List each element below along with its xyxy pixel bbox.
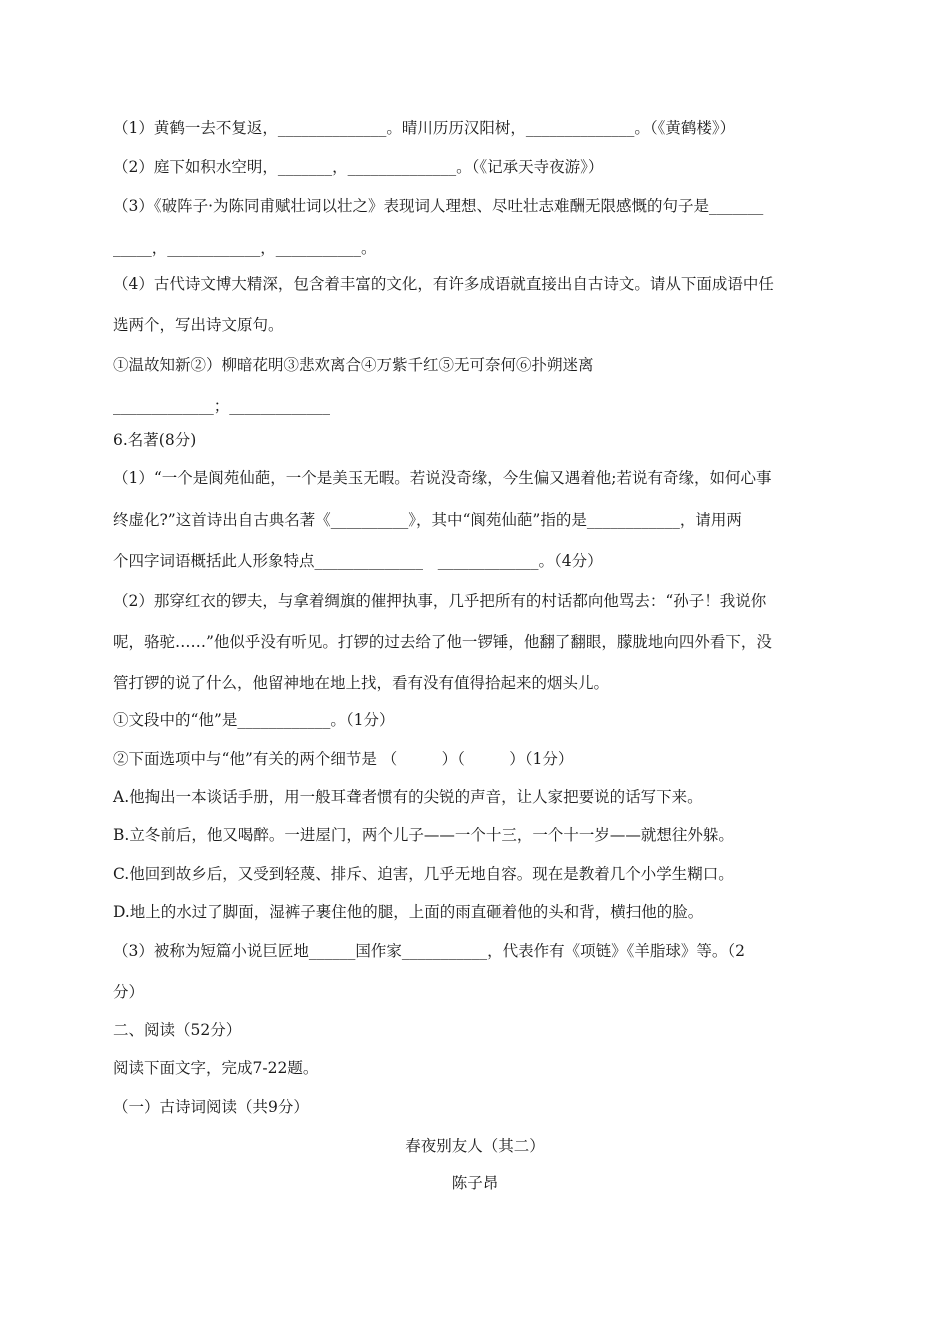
question-5-1: （1）黄鹤一去不复返，______________。晴川历历汉阳树，______________。（《黄鹤楼》） [113, 119, 736, 137]
question-6-1-cont2: 个四字词语概括此人形象特点______________ _____________。（4分） [113, 552, 603, 570]
sub-question-2: ②下面选项中与“他”有关的两个细节是 （ ）（ ）（1分） [113, 750, 574, 768]
question-6-2-cont2: 管打锣的说了什么，他留神地在地上找，看有没有值得拾起来的烟头儿。 [113, 674, 610, 692]
question-6-2: （2）那穿红衣的锣夫，与拿着绸旗的催押执事，几乎把所有的村话都向他骂去：“孙子！我说你 [113, 592, 767, 610]
question-6-2-cont: 呢，骆驼……”他似乎没有听见。打锣的过去给了他一锣锤，他翻了翻眼，朦胧地向四外看下，没 [113, 633, 772, 651]
question-5-4-cont: 选两个，写出诗文原句。 [113, 316, 284, 334]
option-a: A.他掏出一本谈话手册，用一般耳聋者惯有的尖锐的声音，让人家把要说的话写下来。 [113, 788, 703, 806]
question-6-1: （1）“一个是阆苑仙葩，一个是美玉无暇。若说没奇缘，今生偏又遇着他;若说有奇缘，如何心事 [113, 469, 772, 487]
poem-title: 春夜别友人（其二） [405, 1137, 545, 1155]
option-d: D.地上的水过了脚面，湿裤子裹住他的腿，上面的雨直砸着他的头和背，横扫他的脸。 [113, 903, 704, 921]
question-6-3: （3）被称为短篇小说巨匠地______国作家___________，代表作有《项链》《羊脂球》等。（2 [113, 942, 745, 960]
question-6-3-cont: 分） [113, 983, 145, 1001]
sub-question-1: ①文段中的“他”是____________。（1分） [113, 711, 395, 729]
subsection-heading: （一）古诗词阅读（共9分） [113, 1098, 309, 1116]
question-5-3: （3）《破阵子·为陈同甫赋壮词以壮之》表现词人理想、尽吐壮志难酬无限感慨的句子是_______ [113, 197, 764, 215]
section-2-heading: 二、阅读（52分） [113, 1021, 242, 1039]
section-6-heading: 6.名著(8分) [113, 431, 197, 449]
option-b: B.立冬前后，他又喝醉。一进屋门，两个儿子——一个十三，一个十一岁——就想往外躲。 [113, 826, 734, 844]
idiom-list: ①温故知新②）柳暗花明③悲欢离合④万紫千红⑤无可奈何⑥扑朔迷离 [113, 356, 594, 374]
answer-blanks: _____________；_____________ [113, 397, 331, 415]
question-5-3-cont: _____，____________，___________。 [113, 239, 377, 257]
question-5-2: （2）庭下如积水空明，_______，______________。（《记承天寺夜游》） [113, 158, 604, 176]
poem-author: 陈子昂 [451, 1174, 499, 1192]
option-c: C.他回到故乡后，又受到轻蔑、排斥、迫害，几乎无地自容。现在是教着几个小学生糊口。 [113, 865, 734, 883]
reading-instruction: 阅读下面文字，完成7-22题。 [113, 1059, 319, 1077]
question-6-1-cont: 终虚化?”这首诗出自古典名著《__________》，其中“阆苑仙葩”指的是____________，请用两 [113, 511, 742, 529]
question-5-4: （4）古代诗文博大精深，包含着丰富的文化，有许多成语就直接出自古诗文。请从下面成语中任 [113, 275, 774, 293]
